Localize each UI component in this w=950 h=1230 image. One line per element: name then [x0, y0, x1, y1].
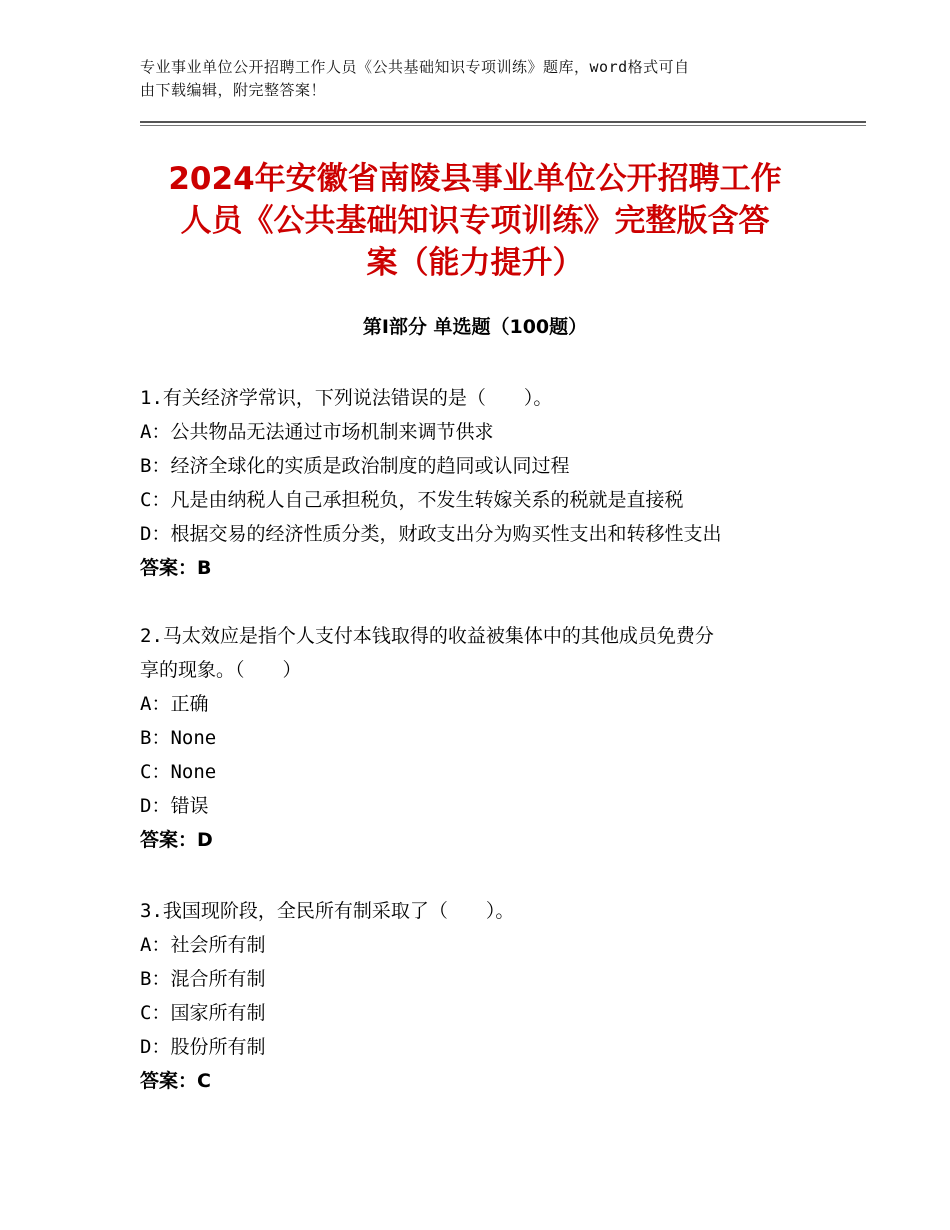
header-note-line: 专业事业单位公开招聘工作人员《公共基础知识专项训练》题库，word格式可自 — [140, 58, 690, 76]
option-d: D：股份所有制 — [140, 1036, 266, 1058]
option-c: C：None — [140, 761, 217, 783]
option-d: D：错误 — [140, 795, 209, 817]
option-a: A：公共物品无法通过市场机制来调节供求 — [140, 421, 494, 443]
document-title-line: 人员《公共基础知识专项训练》完整版含答 — [180, 203, 770, 239]
question-1 — [140, 381, 820, 585]
document-title-line: 2024年安徽省南陵县事业单位公开招聘工作 — [168, 161, 782, 197]
question-2 — [140, 619, 820, 857]
answer: 答案：B — [140, 557, 212, 579]
option-a: A：正确 — [140, 693, 209, 715]
question-stem-continued: 享的现象。（ ） — [140, 659, 302, 681]
header-note — [140, 56, 820, 102]
header-divider-thin — [140, 125, 866, 126]
option-c: C：凡是由纳税人自己承担税负，不发生转嫁关系的税就是直接税 — [140, 489, 684, 511]
question-stem: 1.有关经济学常识，下列说法错误的是（ ）。 — [140, 387, 553, 409]
question-3 — [140, 894, 820, 1098]
option-c: C：国家所有制 — [140, 1002, 266, 1024]
header-note-line: 由下载编辑，附完整答案！ — [140, 81, 327, 99]
section-heading: 第Ⅰ部分 单选题（100题） — [362, 316, 588, 338]
answer: 答案：D — [140, 829, 213, 851]
question-stem: 3.我国现阶段，全民所有制采取了（ ）。 — [140, 900, 515, 922]
document-title-line: 案（能力提升） — [366, 245, 584, 281]
option-b: B：混合所有制 — [140, 968, 266, 990]
question-stem: 2.马太效应是指个人支付本钱取得的收益被集体中的其他成员免费分 — [140, 625, 714, 647]
option-b: B：None — [140, 727, 217, 749]
option-b: B：经济全球化的实质是政治制度的趋同或认同过程 — [140, 455, 570, 477]
option-d: D：根据交易的经济性质分类，财政支出分为购买性支出和转移性支出 — [140, 523, 722, 545]
answer: 答案：C — [140, 1070, 211, 1092]
option-a: A：社会所有制 — [140, 934, 266, 956]
document-title — [140, 158, 810, 284]
header-divider-thick — [140, 121, 866, 123]
